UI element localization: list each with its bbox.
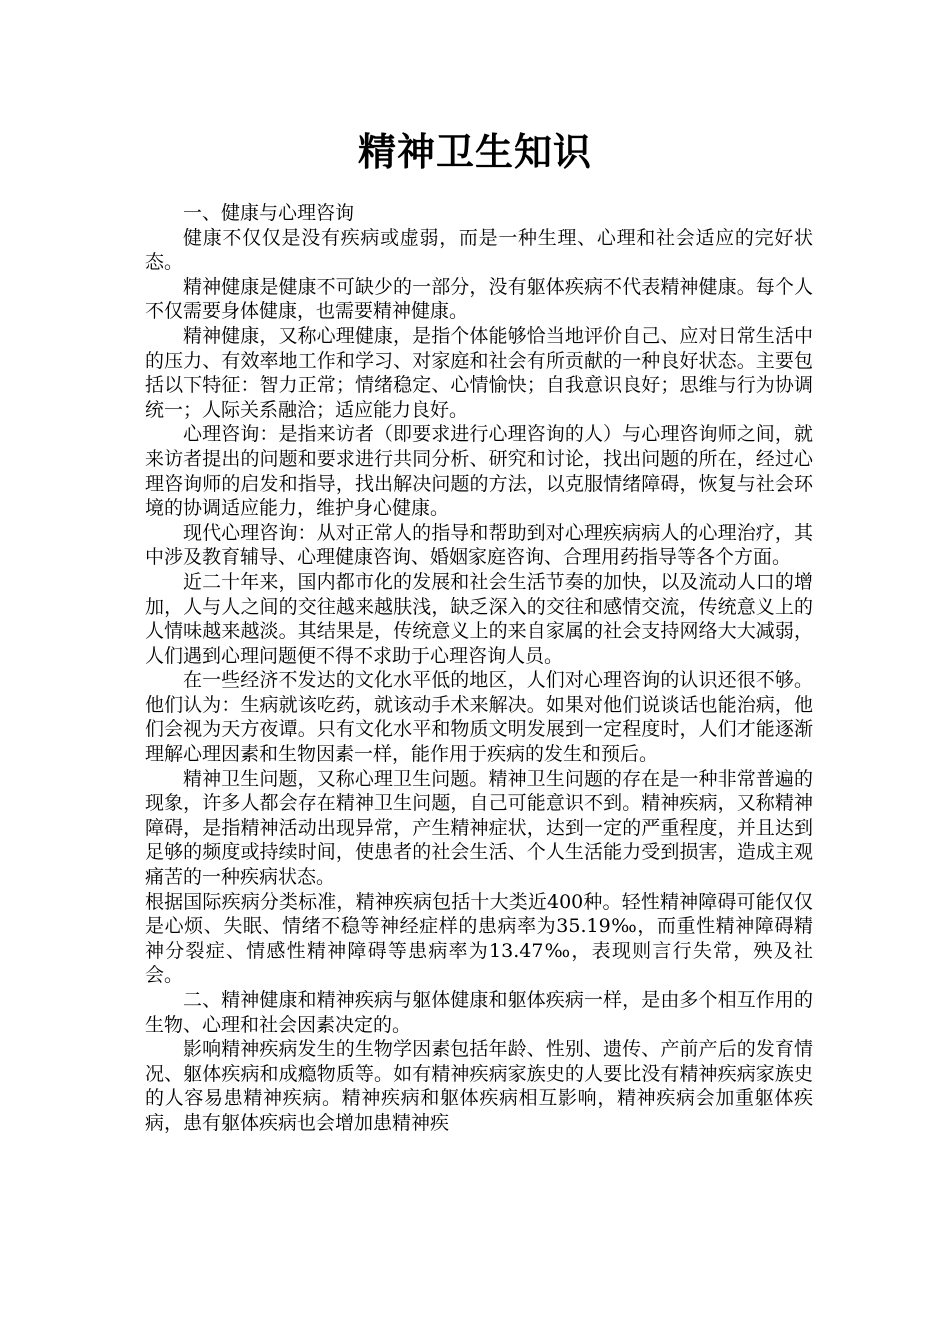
paragraph: 现代心理咨询：从对正常人的指导和帮助到对心理疾病病人的心理治疗，其中涉及教育辅导、心理健康咨询、婚姻家庭咨询、合理用药指导等各个方面。	[145, 521, 813, 569]
paragraph: 精神健康是健康不可缺少的一部分，没有躯体疾病不代表精神健康。每个人不仅需要身体健康，也需要精神健康。	[145, 275, 813, 323]
paragraph: 精神卫生问题，又称心理卫生问题。精神卫生问题的存在是一种非常普遍的现象，许多人都会存在精神卫生问题，自己可能意识不到。精神疾病，又称精神障碍，是指精神活动出现异常，产生精神症状，达到一定的严重程度，并且达到足够的频度或持续时间，使患者的社会生活、个人生活能力受到损害，造成主观痛苦的一种疾病状态。	[145, 767, 813, 889]
document-body	[145, 201, 813, 1136]
paragraph: 近二十年来，国内都市化的发展和社会生活节奏的加快，以及流动人口的增加，人与人之间的交往越来越肤浅，缺乏深入的交往和感情交流，传统意义上的人情味越来越淡。其结果是，传统意义上的来自家属的社会支持网络大大减弱，人们遇到心理问题便不得不求助于心理咨询人员。	[145, 570, 813, 667]
paragraph: 根据国际疾病分类标准，精神疾病包括十大类近400种。轻性精神障碍可能仅仅是心烦、失眠、情绪不稳等神经症样的患病率为35.19‰，而重性精神障碍精神分裂症、情感性精神障碍等患病率为13.47‰，表现则言行失常，殃及社会。	[145, 890, 813, 987]
paragraph: 影响精神疾病发生的生物学因素包括年龄、性别、遗传、产前产后的发育情况、躯体疾病和成瘾物质等。如有精神疾病家族史的人要比没有精神疾病家族史的人容易患精神疾病。精神疾病和躯体疾病相互影响，精神疾病会加重躯体疾病，患有躯体疾病也会增加患精神疾	[145, 1038, 813, 1134]
paragraph: 心理咨询：是指来访者（即要求进行心理咨询的人）与心理咨询师之间，就来访者提出的问题和要求进行共同分析、研究和讨论，找出问题的所在，经过心理咨询师的启发和指导，找出解决问题的方法，以克服情绪障碍，恢复与社会环境的协调适应能力，维护身心健康。	[145, 423, 813, 520]
document-title: 精神卫生知识	[357, 129, 592, 174]
paragraph: 在一些经济不发达的文化水平低的地区，人们对心理咨询的认识还很不够。他们认为：生病就该吃药，就该动手术来解决。如果对他们说谈话也能治病，他们会视为天方夜谭。只有文化水平和物质文明发展到一定程度时，人们才能逐渐理解心理因素和生物因素一样，能作用于疾病的发生和预后。	[145, 669, 813, 766]
section-heading-1: 一、健康与心理咨询	[183, 202, 355, 224]
paragraph: 健康不仅仅是没有疾病或虚弱，而是一种生理、心理和社会适应的完好状态。	[145, 226, 813, 274]
section-heading-2: 二、精神健康和精神疾病与躯体健康和躯体疾病一样，是由多个相互作用的生物、心理和社会因素决定的。	[145, 989, 813, 1036]
paragraph: 精神健康，又称心理健康，是指个体能够恰当地评价自己、应对日常生活中的压力、有效率地工作和学习、对家庭和社会有所贡献的一种良好状态。主要包括以下特征：智力正常；情绪稳定、心情愉快；自我意识良好；思维与行为协调统一；人际关系融洽；适应能力良好。	[145, 324, 813, 421]
